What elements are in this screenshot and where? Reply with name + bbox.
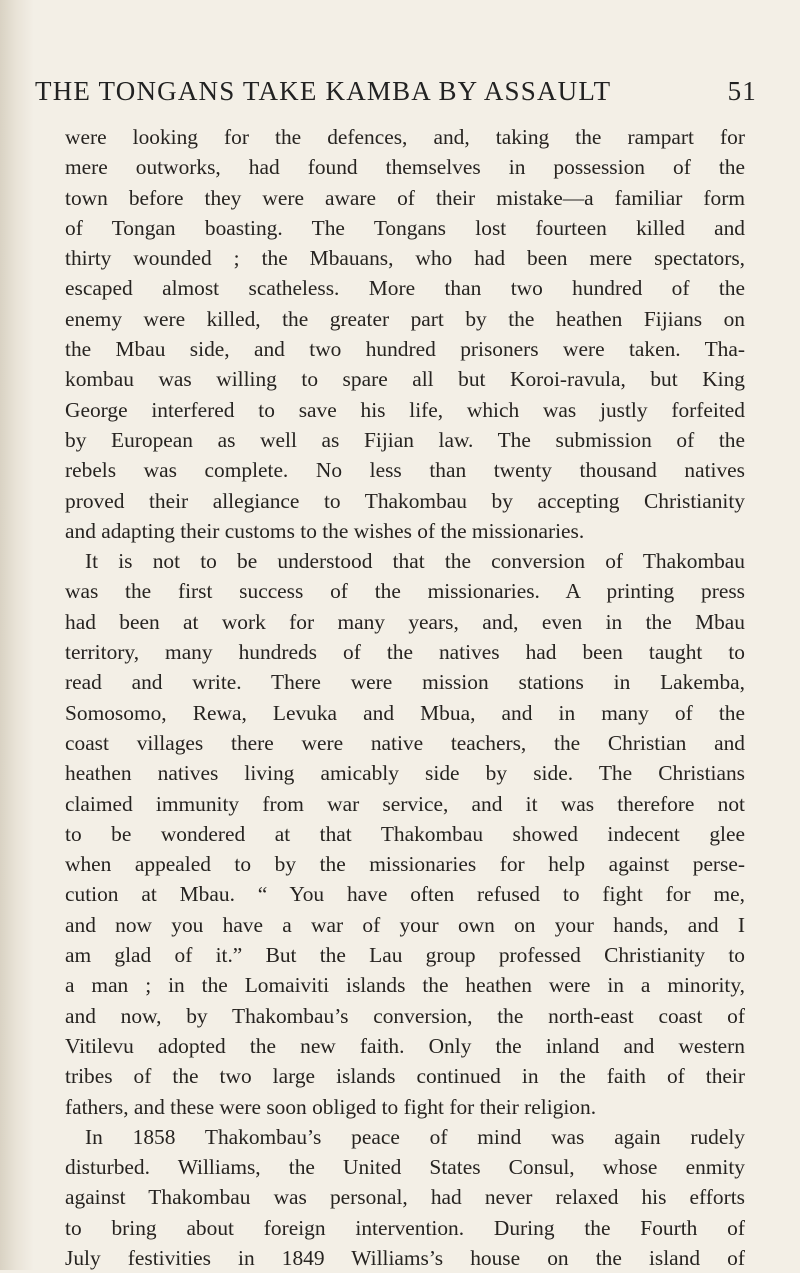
text-line: mere outworks, had found themselves in possession of the [65,155,745,180]
text-line: against Thakombau was personal, had never relaxed his efforts [65,1185,745,1210]
text-line: by European as well as Fijian law. The submission of the [65,427,745,452]
text-line: read and write. There were mission stations in Lakemba, [65,670,745,695]
page-number: 51 [727,76,757,106]
text-line: territory, many hundreds of the natives had been taught to [65,640,745,665]
text-line: to bring about foreign intervention. During the Fourth of [65,1215,745,1240]
text-line: claimed immunity from war service, and it was therefore not [65,791,745,816]
text-line: when appealed to by the missionaries for help against perse- [65,852,745,877]
binding-gutter-shadow [0,0,34,1270]
text-line: July festivities in 1849 Williams’s house on the island of [65,1245,745,1270]
text-line: town before they were aware of their mistake—a familiar form [65,185,745,210]
text-line: the Mbau side, and two hundred prisoners were taken. Tha- [65,337,745,362]
text-line: to be wondered at that Thakombau showed indecent glee [65,821,745,846]
text-line: of Tongan boasting. The Tongans lost fourteen killed and [65,215,745,240]
text-line: heathen natives living amicably side by side. The Christians [65,761,745,786]
text-line: fathers, and these were soon obliged to fight for their religion. [65,1094,597,1119]
text-line: and now you have a war of your own on your hands, and I [65,912,745,937]
text-line: Vitilevu adopted the new faith. Only the inland and western [65,1033,745,1058]
text-line: enemy were killed, the greater part by the heathen Fijians on [65,306,745,331]
body-text [65,122,745,1273]
running-title: THE TONGANS TAKE KAMBA BY ASSAULT [35,76,612,106]
text-line: disturbed. Williams, the United States Consul, whose enmity [65,1155,745,1180]
text-line: George interfered to save his life, which was justly forfeited [65,397,745,422]
text-line: tribes of the two large islands continued in the faith of their [65,1064,745,1089]
text-line: rebels was complete. No less than twenty thousand natives [65,458,745,483]
text-line: coast villages there were native teachers, the Christian and [65,730,745,755]
text-line: and now, by Thakombau’s conversion, the north-east coast of [65,1003,745,1028]
text-line: am glad of it.” But the Lau group professed Christianity to [65,943,745,968]
text-line: It is not to be understood that the conversion of Thakombau [85,549,745,574]
text-line: Somosomo, Rewa, Levuka and Mbua, and in many of the [65,700,745,725]
text-line: was the first success of the missionaries. A printing press [65,579,745,604]
text-line: In 1858 Thakombau’s peace of mind was again rudely [85,1124,745,1149]
text-line: thirty wounded ; the Mbauans, who had been mere spectators, [65,246,745,271]
text-line: and adapting their customs to the wishes of the missionaries. [65,518,585,543]
text-line: kombau was willing to spare all but Koroi-ravula, but King [65,367,745,392]
text-line: had been at work for many years, and, even in the Mbau [65,609,745,634]
text-line: proved their allegiance to Thakombau by accepting Christianity [65,488,745,513]
text-line: a man ; in the Lomaiviti islands the heathen were in a minority, [65,973,745,998]
text-line: cution at Mbau. “ You have often refused to fight for me, [65,882,745,907]
text-line: escaped almost scatheless. More than two hundred of the [65,276,745,301]
text-line: were looking for the defences, and, taking the rampart for [65,125,745,149]
running-header [35,76,757,116]
